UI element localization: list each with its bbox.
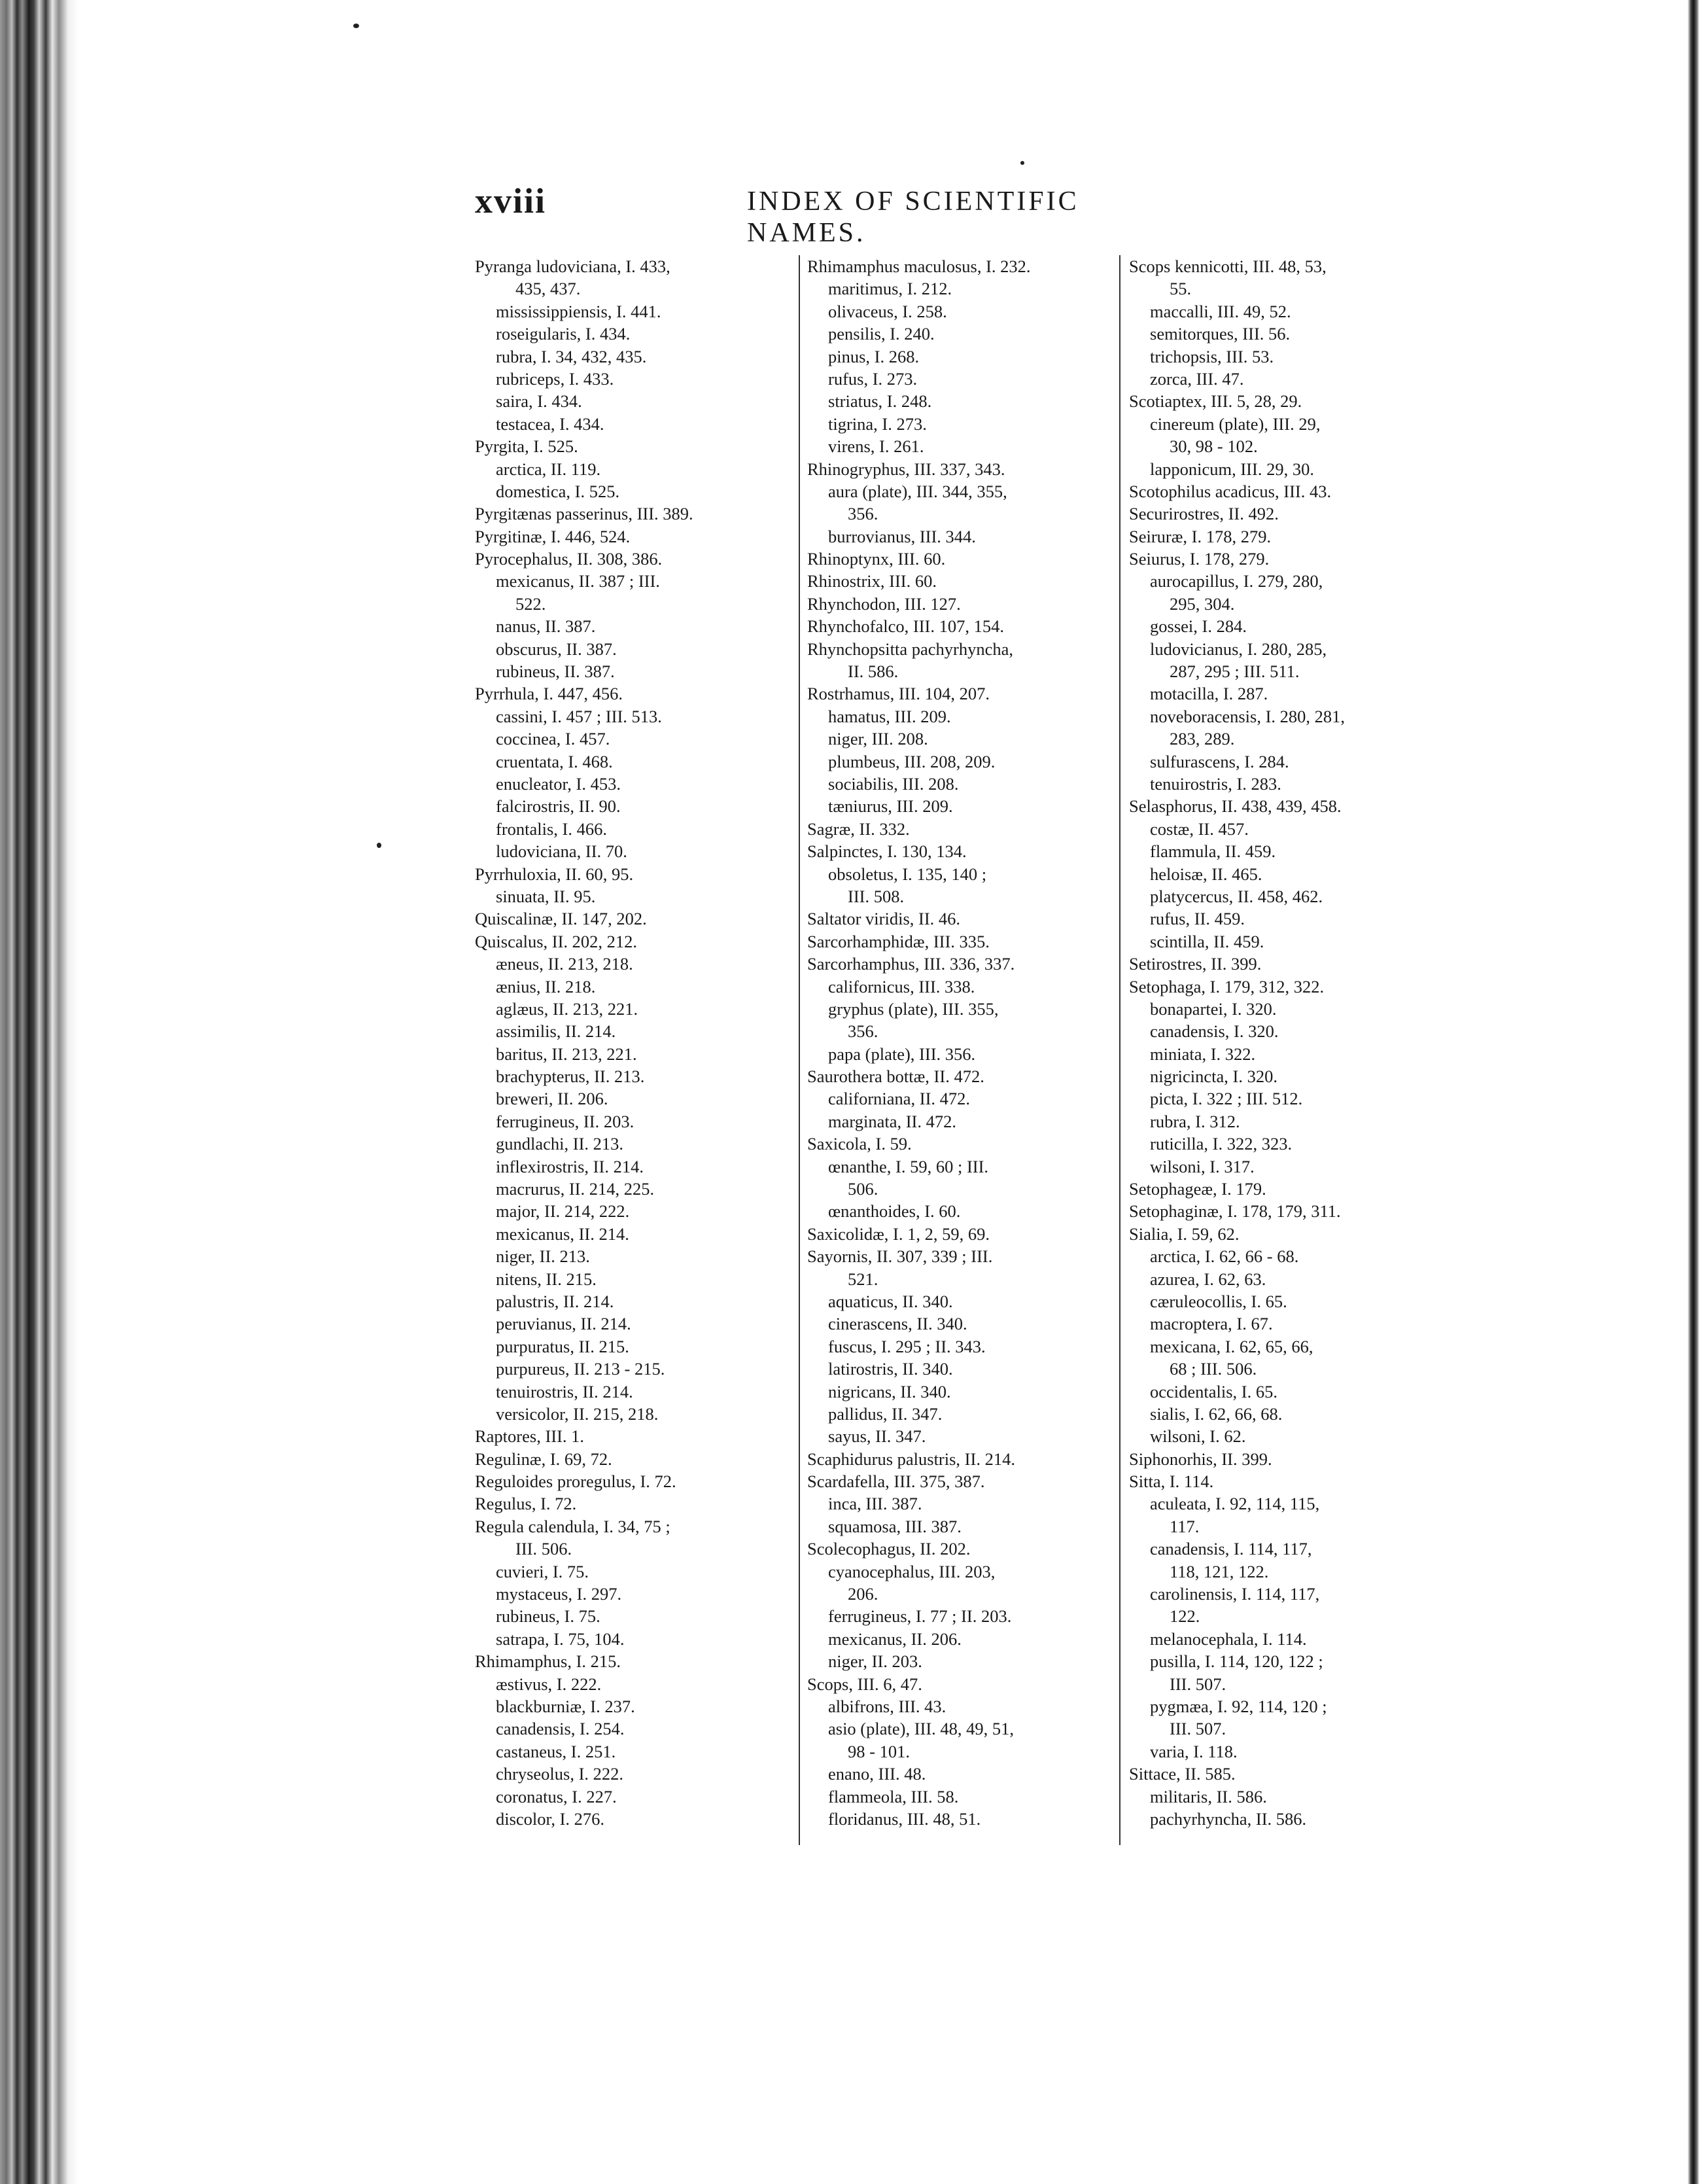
index-subentry: fuscus, I. 295 ; II. 343. <box>828 1336 986 1356</box>
index-entry: Sitta, I. 114. <box>1129 1471 1214 1492</box>
index-subentry: striatus, I. 248. <box>828 391 932 412</box>
index-subentry: discolor, I. 276. <box>496 1808 605 1829</box>
index-continuation: 55. <box>1170 279 1192 299</box>
index-subentry: niger, II. 213. <box>496 1246 590 1267</box>
index-continuation: 122. <box>1170 1606 1200 1627</box>
index-columns <box>475 255 1346 1865</box>
index-entry: Sittace, II. 585. <box>1129 1764 1236 1784</box>
index-entry: Rhinogryphus, III. 337, 343. <box>807 459 1005 479</box>
index-entry: Saxicolidæ, I. 1, 2, 59, 69. <box>807 1224 990 1244</box>
index-subentry: falcirostris, II. 90. <box>496 796 621 817</box>
index-subentry: niger, III. 208. <box>828 729 928 749</box>
index-continuation: 521. <box>848 1269 878 1289</box>
index-subentry: canadensis, I. 114, 117, <box>1150 1539 1312 1559</box>
index-entry: Scops kennicotti, III. 48, 53, <box>1129 256 1327 276</box>
index-entry: Sagræ, II. 332. <box>807 819 910 839</box>
index-column-2 <box>807 255 1121 1865</box>
index-subentry: æneus, II. 213, 218. <box>496 954 633 974</box>
index-subentry: arctica, I. 62, 66 - 68. <box>1150 1246 1299 1267</box>
index-subentry: sayus, II. 347. <box>828 1426 926 1447</box>
index-subentry: virens, I. 261. <box>828 436 924 457</box>
index-entry: Saurothera bottæ, II. 472. <box>807 1066 984 1087</box>
index-entry: Scotophilus acadicus, III. 43. <box>1129 481 1332 501</box>
index-entry: Raptores, III. 1. <box>475 1426 585 1447</box>
index-subentry: burrovianus, III. 344. <box>828 526 976 546</box>
index-subentry: picta, I. 322 ; III. 512. <box>1150 1089 1303 1109</box>
index-subentry: cuvieri, I. 75. <box>496 1561 589 1581</box>
index-continuation: III. 507. <box>1170 1674 1226 1694</box>
index-subentry: inflexirostris, II. 214. <box>496 1156 644 1176</box>
index-subentry: canadensis, I. 320. <box>1150 1021 1279 1042</box>
index-entry: Saxicola, I. 59. <box>807 1134 912 1154</box>
column-rule <box>1119 255 1120 1845</box>
index-subentry: versicolor, II. 215, 218. <box>496 1403 659 1424</box>
index-subentry: zorca, III. 47. <box>1150 368 1244 389</box>
index-subentry: aculeata, I. 92, 114, 115, <box>1150 1494 1320 1514</box>
index-subentry: californicus, III. 338. <box>828 976 975 996</box>
index-subentry: gundlachi, II. 213. <box>496 1134 624 1154</box>
index-continuation: 435, 437. <box>515 279 581 299</box>
index-subentry: wilsoni, I. 62. <box>1150 1426 1246 1447</box>
index-subentry: obsoletus, I. 135, 140 ; <box>828 864 987 884</box>
index-subentry: arctica, II. 119. <box>496 459 601 479</box>
index-subentry: papa (plate), III. 356. <box>828 1044 976 1064</box>
index-subentry: pensilis, I. 240. <box>828 324 935 344</box>
index-subentry: gryphus (plate), III. 355, <box>828 998 999 1019</box>
index-subentry: coronatus, I. 227. <box>496 1786 617 1806</box>
index-subentry: hamatus, III. 209. <box>828 706 951 726</box>
index-subentry: cruentata, I. 468. <box>496 751 613 771</box>
index-entry: Selasphorus, II. 438, 439, 458. <box>1129 796 1342 817</box>
index-entry: Rhinostrix, III. 60. <box>807 571 937 591</box>
index-subentry: occidentalis, I. 65. <box>1150 1381 1278 1401</box>
index-subentry: cyanocephalus, III. 203, <box>828 1561 996 1581</box>
index-continuation: 522. <box>515 593 546 614</box>
index-entry: Pyrrhula, I. 447, 456. <box>475 684 623 704</box>
index-entry: Rhynchopsitta pachyrhyncha, <box>807 639 1013 659</box>
index-subentry: costæ, II. 457. <box>1150 819 1249 839</box>
index-entry: Regula calendula, I. 34, 75 ; <box>475 1516 670 1536</box>
index-subentry: scintilla, II. 459. <box>1150 931 1264 951</box>
page-header <box>475 177 1177 248</box>
index-subentry: floridanus, III. 48, 51. <box>828 1808 981 1829</box>
index-entry: Quiscalus, II. 202, 212. <box>475 931 638 951</box>
index-subentry: motacilla, I. 287. <box>1150 684 1268 704</box>
index-subentry: rufus, II. 459. <box>1150 909 1245 929</box>
index-entry: Salpinctes, I. 130, 134. <box>807 841 967 862</box>
index-subentry: pygmæa, I. 92, 114, 120 ; <box>1150 1697 1327 1716</box>
index-subentry: major, II. 214, 222. <box>496 1201 630 1222</box>
index-entry: Quiscalinæ, II. 147, 202. <box>475 909 647 929</box>
index-entry: Pyrrhuloxia, II. 60, 95. <box>475 864 634 884</box>
index-subentry: albifrons, III. 43. <box>828 1697 947 1716</box>
index-subentry: aura (plate), III. 344, 355, <box>828 481 1007 501</box>
scan-speck <box>1020 161 1024 165</box>
index-continuation: II. 586. <box>848 661 899 682</box>
index-subentry: enucleator, I. 453. <box>496 773 621 794</box>
index-entry: Scolecophagus, II. 202. <box>807 1539 971 1559</box>
index-subentry: purpuratus, II. 215. <box>496 1336 629 1356</box>
index-subentry: melanocephala, I. 114. <box>1150 1629 1307 1649</box>
index-continuation: III. 506. <box>515 1539 572 1559</box>
index-subentry: maritimus, I. 212. <box>828 279 952 299</box>
index-entry: Scops, III. 6, 47. <box>807 1674 922 1694</box>
index-subentry: testacea, I. 434. <box>496 414 604 434</box>
index-subentry: rubra, I. 34, 432, 435. <box>496 346 647 366</box>
index-entry: Setophaginæ, I. 178, 179, 311. <box>1129 1201 1341 1222</box>
scan-speck <box>353 24 359 28</box>
index-entry: Rostrhamus, III. 104, 207. <box>807 684 990 704</box>
index-subentry: flammeola, III. 58. <box>828 1786 959 1806</box>
index-continuation: 30, 98 - 102. <box>1170 436 1258 457</box>
index-continuation: 117. <box>1170 1516 1200 1536</box>
index-continuation: 295, 304. <box>1170 593 1235 614</box>
index-subentry: baritus, II. 213, 221. <box>496 1044 637 1064</box>
index-subentry: asio (plate), III. 48, 49, 51, <box>828 1719 1015 1739</box>
index-subentry: brachypterus, II. 213. <box>496 1066 645 1087</box>
index-subentry: rubineus, II. 387. <box>496 661 615 682</box>
page-number: xviii <box>475 181 547 220</box>
index-subentry: varia, I. 118. <box>1150 1741 1238 1761</box>
scan-speck <box>377 843 381 848</box>
index-subentry: mexicanus, II. 214. <box>496 1224 629 1244</box>
index-subentry: trichopsis, III. 53. <box>1150 346 1274 366</box>
index-subentry: obscurus, II. 387. <box>496 639 617 659</box>
index-continuation: 283, 289. <box>1170 729 1235 749</box>
index-subentry: cinereum (plate), III. 29, <box>1150 414 1321 434</box>
index-entry: Sarcorhamphidæ, III. 335. <box>807 931 990 951</box>
index-continuation: 118, 121, 122. <box>1170 1561 1269 1581</box>
index-entry: Sayornis, II. 307, 339 ; III. <box>807 1246 993 1267</box>
index-entry: Rhimamphus, I. 215. <box>475 1651 621 1672</box>
index-subentry: californiana, II. 472. <box>828 1089 971 1109</box>
index-subentry: sulfurascens, I. 284. <box>1150 751 1289 771</box>
index-subentry: platycercus, II. 458, 462. <box>1150 886 1323 906</box>
index-column-1 <box>475 255 789 1865</box>
index-subentry: cinerascens, II. 340. <box>828 1314 967 1334</box>
index-subentry: sialis, I. 62, 66, 68. <box>1150 1403 1283 1424</box>
index-subentry: œnanthoides, I. 60. <box>828 1201 961 1222</box>
index-subentry: satrapa, I. 75, 104. <box>496 1629 625 1649</box>
index-subentry: ferrugineus, I. 77 ; II. 203. <box>828 1606 1012 1627</box>
index-continuation: 506. <box>848 1179 878 1199</box>
index-subentry: œnanthe, I. 59, 60 ; III. <box>828 1156 989 1176</box>
index-entry: Pyranga ludoviciana, I. 433, <box>475 256 670 276</box>
index-entry: Seiruræ, I. 178, 279. <box>1129 526 1272 546</box>
index-entry: Rhimamphus maculosus, I. 232. <box>807 256 1031 276</box>
index-entry: Sarcorhamphus, III. 336, 337. <box>807 954 1015 974</box>
index-subentry: purpureus, II. 213 - 215. <box>496 1359 665 1379</box>
index-subentry: aquaticus, II. 340. <box>828 1291 953 1311</box>
index-subentry: noveboracensis, I. 280, 281, <box>1150 706 1346 726</box>
index-subentry: aglæus, II. 213, 221. <box>496 998 638 1019</box>
index-subentry: blackburniæ, I. 237. <box>496 1697 635 1716</box>
index-subentry: sinuata, II. 95. <box>496 886 596 906</box>
index-subentry: carolinensis, I. 114, 117, <box>1150 1584 1320 1604</box>
index-entry: Scotiaptex, III. 5, 28, 29. <box>1129 391 1302 412</box>
index-subentry: marginata, II. 472. <box>828 1111 956 1131</box>
index-entry: Rhynchofalco, III. 107, 154. <box>807 616 1004 637</box>
index-subentry: ænius, II. 218. <box>496 976 596 996</box>
index-entry: Siphonorhis, II. 399. <box>1129 1449 1272 1469</box>
index-continuation: 287, 295 ; III. 511. <box>1170 661 1300 682</box>
index-entry: Sialia, I. 59, 62. <box>1129 1224 1240 1244</box>
index-subentry: domestica, I. 525. <box>496 481 620 501</box>
index-subentry: assimilis, II. 214. <box>496 1021 616 1042</box>
index-entry: Setirostres, II. 399. <box>1129 954 1262 974</box>
index-subentry: tenuirostris, II. 214. <box>496 1381 633 1401</box>
index-subentry: chryseolus, I. 222. <box>496 1764 624 1784</box>
index-subentry: militaris, II. 586. <box>1150 1786 1267 1806</box>
index-subentry: aurocapillus, I. 279, 280, <box>1150 571 1323 591</box>
index-column-3 <box>1129 255 1443 1865</box>
index-continuation: 68 ; III. 506. <box>1170 1359 1257 1379</box>
index-subentry: heloisæ, II. 465. <box>1150 864 1262 884</box>
index-entry: Reguloides proregulus, I. 72. <box>475 1471 676 1492</box>
index-continuation: 356. <box>848 1021 878 1042</box>
index-subentry: cæruleocollis, I. 65. <box>1150 1291 1287 1311</box>
index-subentry: pinus, I. 268. <box>828 346 920 366</box>
index-entry: Scardafella, III. 375, 387. <box>807 1471 985 1492</box>
index-entry: Rhynchodon, III. 127. <box>807 593 961 614</box>
index-subentry: castaneus, I. 251. <box>496 1741 616 1761</box>
index-subentry: cassini, I. 457 ; III. 513. <box>496 706 662 726</box>
index-entry: Saltator viridis, II. 46. <box>807 909 961 929</box>
index-subentry: pachyrhyncha, II. 586. <box>1150 1808 1307 1829</box>
index-subentry: ludoviciana, II. 70. <box>496 841 627 862</box>
index-subentry: saira, I. 434. <box>496 391 582 412</box>
index-entry: Setophageæ, I. 179. <box>1129 1179 1266 1199</box>
index-subentry: roseigularis, I. 434. <box>496 324 631 344</box>
index-subentry: mexicana, I. 62, 65, 66, <box>1150 1336 1313 1356</box>
index-subentry: rubriceps, I. 433. <box>496 368 614 389</box>
index-entry: Setophaga, I. 179, 312, 322. <box>1129 976 1325 996</box>
index-subentry: rubra, I. 312. <box>1150 1111 1240 1131</box>
index-subentry: rubineus, I. 75. <box>496 1606 600 1627</box>
index-subentry: nitens, II. 215. <box>496 1269 597 1289</box>
index-subentry: pusilla, I. 114, 120, 122 ; <box>1150 1651 1323 1672</box>
index-subentry: mexicanus, II. 206. <box>828 1629 962 1649</box>
index-subentry: tenuirostris, I. 283. <box>1150 773 1281 794</box>
index-entry: Pyrgitænas passerinus, III. 389. <box>475 504 693 524</box>
index-subentry: nanus, II. 387. <box>496 616 596 637</box>
index-subentry: maccalli, III. 49, 52. <box>1150 301 1291 321</box>
column-rule <box>799 255 800 1845</box>
index-entry: Scaphidurus palustris, II. 214. <box>807 1449 1015 1469</box>
index-subentry: macrurus, II. 214, 225. <box>496 1179 655 1199</box>
book-binding-edge <box>0 0 78 2184</box>
index-continuation: 206. <box>848 1584 878 1604</box>
index-entry: Securirostres, II. 492. <box>1129 504 1279 524</box>
index-subentry: semitorques, III. 56. <box>1150 324 1291 344</box>
index-subentry: enano, III. 48. <box>828 1764 926 1784</box>
index-subentry: nigricans, II. 340. <box>828 1381 951 1401</box>
index-subentry: nigricincta, I. 320. <box>1150 1066 1278 1087</box>
index-subentry: peruvianus, II. 214. <box>496 1314 631 1334</box>
index-subentry: sociabilis, III. 208. <box>828 773 959 794</box>
index-entry: Pyrgitinæ, I. 446, 524. <box>475 526 631 546</box>
index-subentry: mexicanus, II. 387 ; III. <box>496 571 660 591</box>
index-entry: Pyrgita, I. 525. <box>475 436 578 457</box>
index-subentry: coccinea, I. 457. <box>496 729 610 749</box>
index-subentry: gossei, I. 284. <box>1150 616 1247 637</box>
index-subentry: inca, III. 387. <box>828 1494 922 1514</box>
index-subentry: wilsoni, I. 317. <box>1150 1156 1255 1176</box>
index-continuation: 98 - 101. <box>848 1741 910 1761</box>
index-subentry: canadensis, I. 254. <box>496 1719 625 1739</box>
index-subentry: ferrugineus, II. 203. <box>496 1111 634 1131</box>
index-subentry: olivaceus, I. 258. <box>828 301 947 321</box>
index-subentry: latirostris, II. 340. <box>828 1359 953 1379</box>
index-subentry: mystaceus, I. 297. <box>496 1584 622 1604</box>
index-subentry: niger, II. 203. <box>828 1651 922 1672</box>
index-subentry: azurea, I. 62, 63. <box>1150 1269 1266 1289</box>
index-subentry: ludovicianus, I. 280, 285, <box>1150 639 1327 659</box>
index-subentry: flammula, II. 459. <box>1150 841 1276 862</box>
index-subentry: pallidus, II. 347. <box>828 1403 943 1424</box>
index-subentry: plumbeus, III. 208, 209. <box>828 751 996 771</box>
index-subentry: breweri, II. 206. <box>496 1089 608 1109</box>
index-subentry: rufus, I. 273. <box>828 368 918 389</box>
running-title: INDEX OF SCIENTIFIC NAMES. <box>747 186 1079 248</box>
index-entry: Regulus, I. 72. <box>475 1494 577 1514</box>
index-subentry: squamosa, III. 387. <box>828 1516 962 1536</box>
index-subentry: mississippiensis, I. 441. <box>496 301 661 321</box>
index-subentry: tæniurus, III. 209. <box>828 796 953 817</box>
index-continuation: 356. <box>848 504 878 524</box>
page-edge-right <box>1688 0 1699 2184</box>
index-subentry: bonapartei, I. 320. <box>1150 998 1277 1019</box>
index-subentry: æstivus, I. 222. <box>496 1674 602 1694</box>
index-continuation: III. 508. <box>848 886 905 906</box>
index-subentry: miniata, I. 322. <box>1150 1044 1256 1064</box>
index-subentry: tigrina, I. 273. <box>828 414 927 434</box>
index-subentry: lapponicum, III. 29, 30. <box>1150 459 1314 479</box>
index-subentry: ruticilla, I. 322, 323. <box>1150 1134 1293 1154</box>
index-subentry: macroptera, I. 67. <box>1150 1314 1273 1334</box>
index-entry: Rhinoptynx, III. 60. <box>807 549 946 569</box>
index-subentry: palustris, II. 214. <box>496 1291 614 1311</box>
index-continuation: III. 507. <box>1170 1719 1226 1739</box>
index-subentry: frontalis, I. 466. <box>496 819 608 839</box>
index-entry: Seiurus, I. 178, 279. <box>1129 549 1270 569</box>
index-entry: Regulinæ, I. 69, 72. <box>475 1449 612 1469</box>
index-entry: Pyrocephalus, II. 308, 386. <box>475 549 663 569</box>
